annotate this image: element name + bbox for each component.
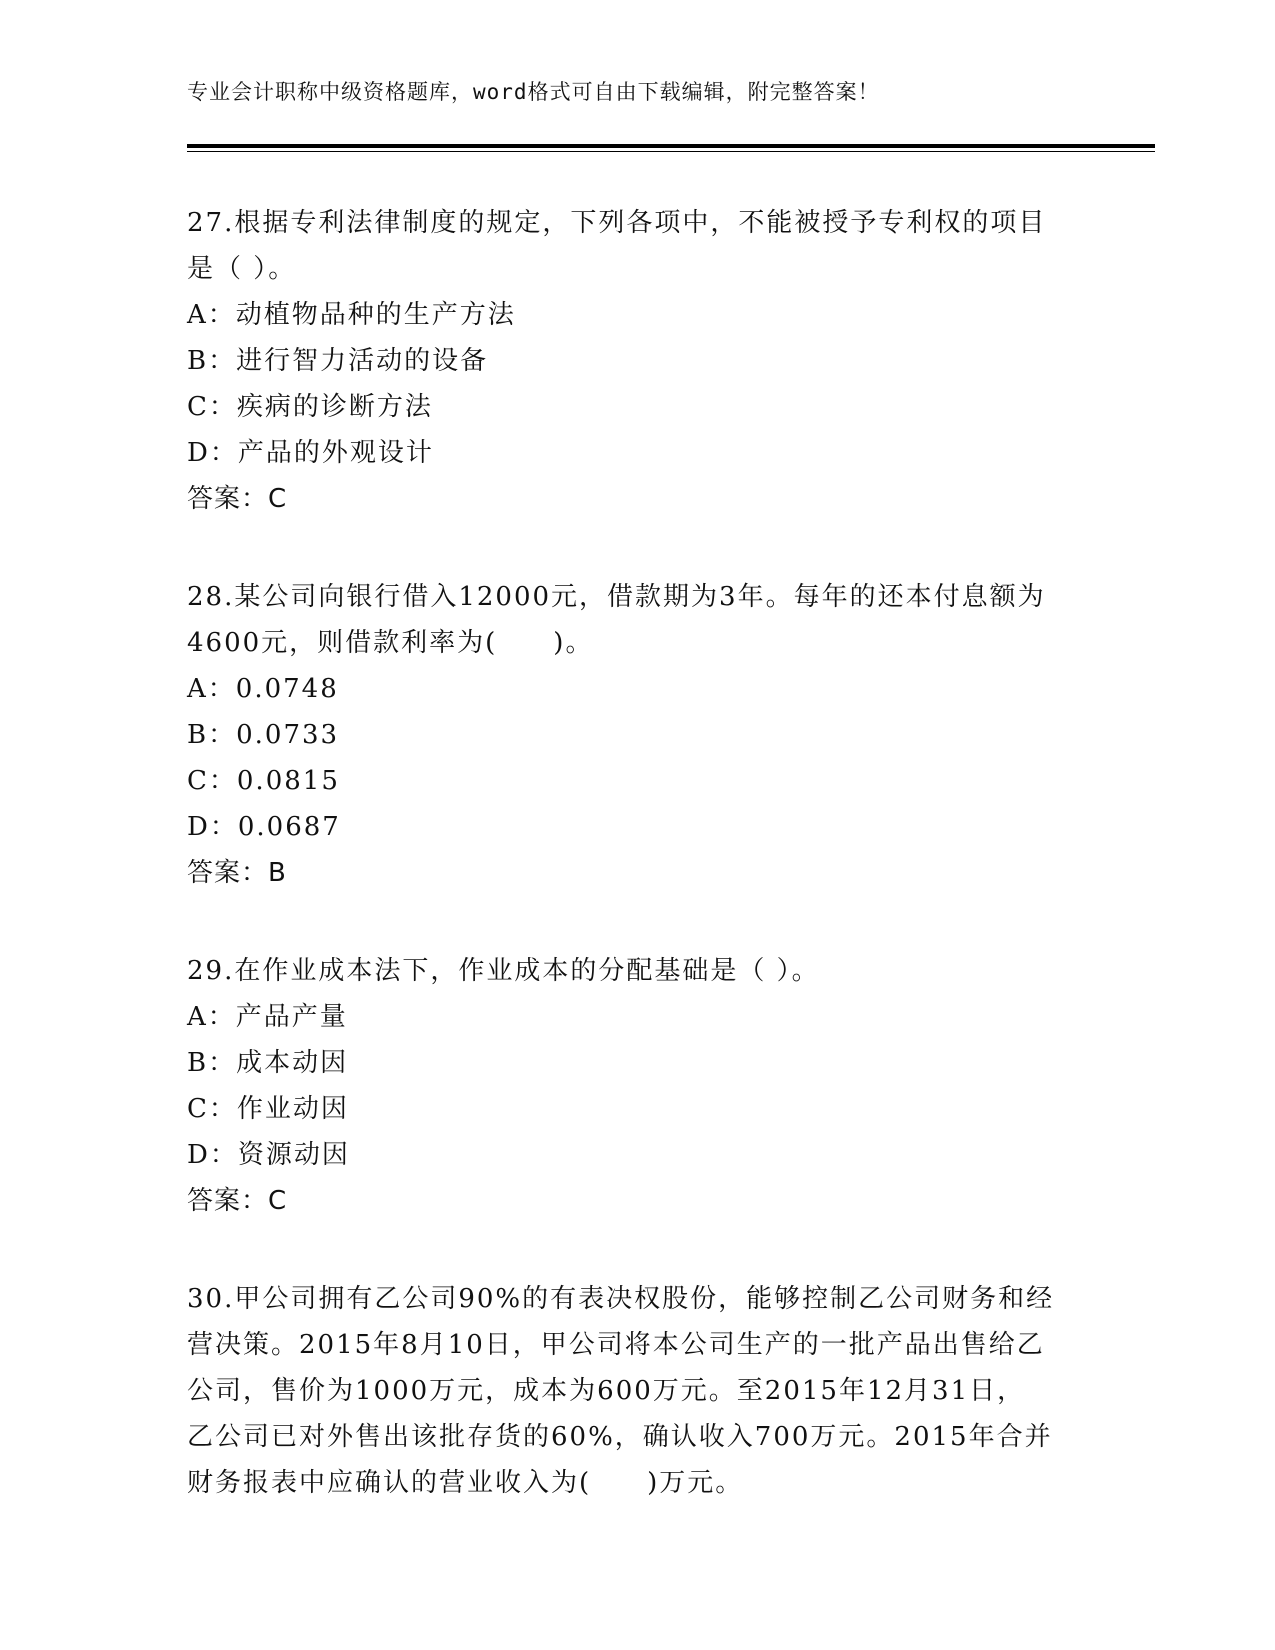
- question-stem-line: 27.根据专利法律制度的规定，下列各项中，不能被授予专利权的项目: [187, 208, 1047, 238]
- answer: 答案：B: [187, 858, 287, 888]
- option-c: C：疾病的诊断方法: [187, 392, 433, 422]
- question-stem-line: 是（ ）。: [187, 254, 297, 284]
- option-a: A：产品产量: [187, 1002, 348, 1032]
- option-a: A：动植物品种的生产方法: [187, 300, 516, 330]
- answer: 答案：C: [187, 1186, 288, 1216]
- question-28: [187, 574, 1087, 896]
- option-d: D：资源动因: [187, 1140, 350, 1170]
- question-27: [187, 200, 1087, 522]
- question-30: [187, 1276, 1087, 1506]
- option-d: D：产品的外观设计: [187, 438, 434, 468]
- page-header: 专业会计职称中级资格题库，word格式可自由下载编辑，附完整答案！: [187, 80, 880, 104]
- header-rule-thin: [187, 151, 1155, 152]
- option-b: B：0.0733: [187, 720, 340, 750]
- question-stem-line: 30.甲公司拥有乙公司90%的有表决权股份，能够控制乙公司财务和经: [187, 1284, 1055, 1314]
- option-b: B：成本动因: [187, 1048, 349, 1078]
- question-stem-line: 财务报表中应确认的营业收入为( )万元。: [187, 1468, 744, 1498]
- question-stem-line: 营决策。2015年8月10日，甲公司将本公司生产的一批产品出售给乙: [187, 1330, 1045, 1360]
- question-stem-line: 乙公司已对外售出该批存货的60%，确认收入700万元。2015年合并: [187, 1422, 1053, 1452]
- option-d: D：0.0687: [187, 812, 341, 842]
- question-stem-line: 29.在作业成本法下，作业成本的分配基础是（ ）。: [187, 956, 820, 986]
- question-29: [187, 948, 1087, 1224]
- answer: 答案：C: [187, 484, 288, 514]
- question-stem-line: 公司，售价为1000万元，成本为600万元。至2015年12月31日，: [187, 1376, 1026, 1406]
- question-list: [187, 200, 1087, 1558]
- option-c: C：0.0815: [187, 766, 340, 796]
- question-stem-line: 28.某公司向银行借入12000元，借款期为3年。每年的还本付息额为: [187, 582, 1046, 612]
- header-rule-thick: [187, 144, 1155, 148]
- option-b: B：进行智力活动的设备: [187, 346, 489, 376]
- question-stem-line: 4600元，则借款利率为( )。: [187, 628, 594, 658]
- option-a: A：0.0748: [187, 674, 339, 704]
- option-c: C：作业动因: [187, 1094, 349, 1124]
